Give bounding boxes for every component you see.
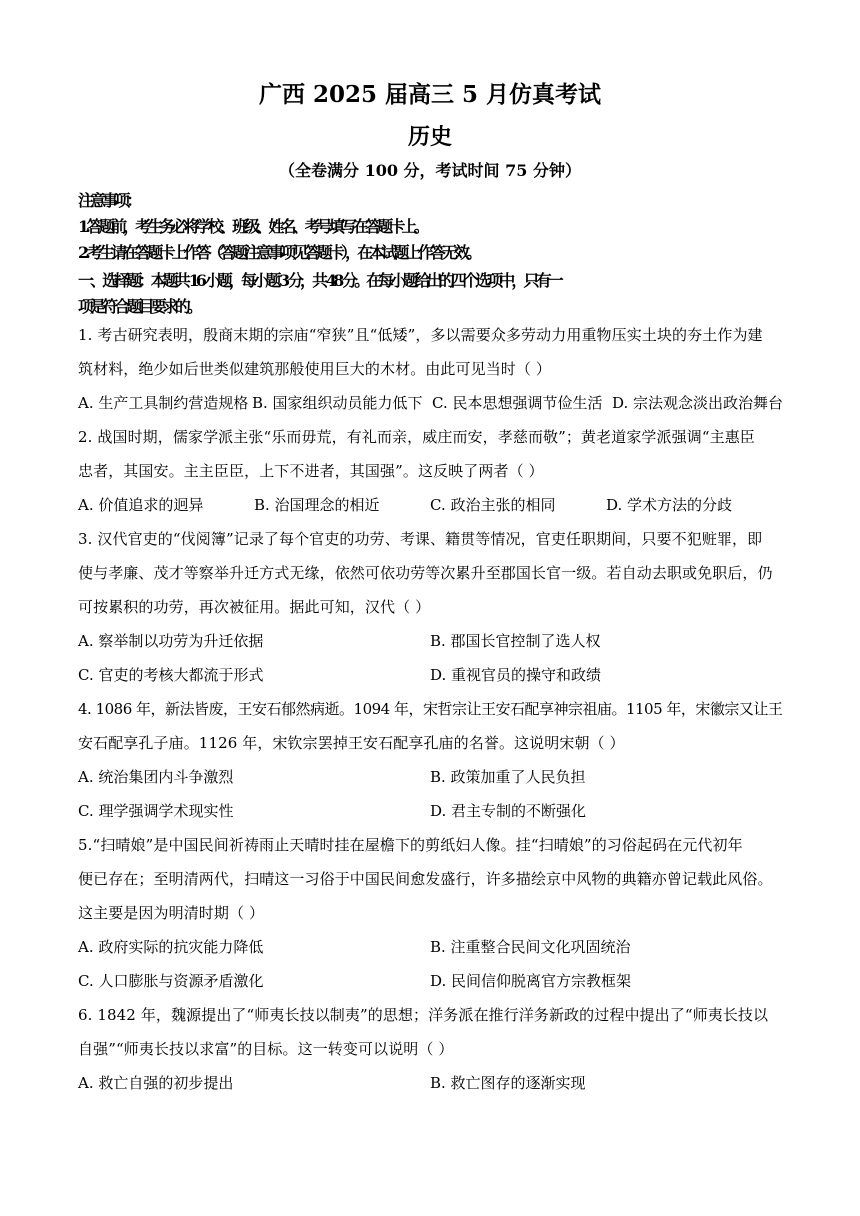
question-5-text: 5.“扫晴娘”是中国民间祈祷雨止天晴时挂在屋檐下的剪纸妇人像。挂“扫晴娘”的习俗起码在元代初年	[78, 836, 743, 854]
notice-item: 2.考生请在答题卡上作答（答题注意事项见答题卡），在本试题上作答无效。	[78, 243, 479, 262]
question-2-option-c: C. 政治主张的相同	[430, 496, 556, 514]
question-3-option-b: B. 郡国长官控制了选人权	[430, 632, 601, 650]
question-3-option-c: C. 官吏的考核大都流于形式	[78, 666, 264, 684]
section-heading: 一、选择题：本题共 16 小题，每小题 3 分，共 48 分。在每小题给出的四个选项中，只有一	[78, 271, 560, 290]
question-4-option-b: B. 政策加重了人民负担	[430, 768, 586, 786]
question-2-text: 忠者，其国安。主主臣臣，上下不进者，其国强”。这反映了两者（ ）	[78, 462, 544, 480]
question-1-text: 1. 考古研究表明，殷商末期的宗庙“窄狭”且“低矮”，多以需要众多劳动力用重物压实土块的夯土作为建	[78, 326, 763, 344]
notice-heading: 注意事项：	[78, 191, 139, 210]
exam-title: 广西 2025 届高三 5 月仿真考试	[258, 81, 602, 108]
question-5-option-d: D. 民间信仰脱离官方宗教框架	[430, 972, 632, 990]
question-3-option-d: D. 重视官员的操守和政绩	[430, 666, 602, 684]
question-3-text: 使与孝廉、茂才等察举升迁方式无缘，依然可依功劳等次累升至郡国长官一级。若自动去职或免职后，仍	[78, 564, 773, 582]
question-4-text: 安石配享孔子庙。1126 年，宋钦宗罢掉王安石配享孔庙的名誉。这说明宋朝（ ）	[78, 734, 625, 752]
notice-item: 1.答题前，考生务必将学校、班级、姓名、考号填写在答题卡上。	[78, 217, 426, 236]
question-2-option-d: D. 学术方法的分歧	[606, 496, 733, 514]
question-3-text: 3. 汉代官吏的“伐阅簿”记录了每个官吏的功劳、考课、籍贯等情况，官吏任职期间，只要不犯赃罪，即	[78, 530, 763, 548]
question-1-option-a: A. 生产工具制约营造规格	[78, 394, 249, 412]
question-1-option-b: B. 国家组织动员能力低下	[252, 394, 423, 412]
question-3-option-a: A. 察举制以功劳为升迁依据	[78, 632, 264, 650]
question-6-text: 自强”“师夷长技以求富”的目标。这一转变可以说明（ ）	[78, 1040, 454, 1058]
question-4-option-d: D. 君主专制的不断强化	[430, 802, 587, 820]
question-2-text: 2. 战国时期，儒家学派主张“乐而毋荒，有礼而亲，威庄而安，孝慈而敬”；黄老道家学派强调“主惠臣	[78, 428, 755, 446]
question-4-text: 4. 1086 年，新法皆废，王安石郁然病逝。1094 年，宋哲宗让王安石配享神宗祖庙。1105 年，宋徽宗又让王	[78, 700, 783, 718]
question-1-option-c: C. 民本思想强调节俭生活	[432, 394, 603, 412]
question-4-option-a: A. 统治集团内斗争激烈	[78, 768, 234, 786]
question-6-text: 6. 1842 年，魏源提出了“师夷长技以制夷”的思想；洋务派在推行洋务新政的过程中提出了“师夷长技以	[78, 1006, 769, 1024]
question-3-text: 可按累积的功劳，再次被征用。据此可知，汉代（ ）	[78, 598, 431, 616]
question-1-text: 筑材料，绝少如后世类似建筑那般使用巨大的木材。由此可见当时（ ）	[78, 360, 551, 378]
question-6-option-b: B. 救亡图存的逐渐实现	[430, 1074, 586, 1092]
section-heading: 项是符合题目要求的。	[78, 297, 200, 316]
question-2-option-a: A. 价值追求的迥异	[78, 496, 204, 514]
question-5-option-a: A. 政府实际的抗灾能力降低	[78, 938, 264, 956]
question-5-text: 便已存在；至明清两代，扫晴这一习俗于中国民间愈发盛行，许多描绘京中风物的典籍亦曾记载此风俗。	[78, 870, 773, 888]
subject-title: 历史	[407, 124, 452, 150]
question-4-option-c: C. 理学强调学术现实性	[78, 802, 234, 820]
question-5-text: 这主要是因为明清时期（ ）	[78, 904, 265, 922]
exam-info: （全卷满分 100 分，考试时间 75 分钟）	[279, 161, 581, 180]
question-6-option-a: A. 救亡自强的初步提出	[78, 1074, 234, 1092]
question-1-option-d: D. 宗法观念淡出政治舞台	[612, 394, 784, 412]
question-2-option-b: B. 治国理念的相近	[254, 496, 380, 514]
question-5-option-b: B. 注重整合民间文化巩固统治	[430, 938, 631, 956]
question-5-option-c: C. 人口膨胀与资源矛盾激化	[78, 972, 264, 990]
